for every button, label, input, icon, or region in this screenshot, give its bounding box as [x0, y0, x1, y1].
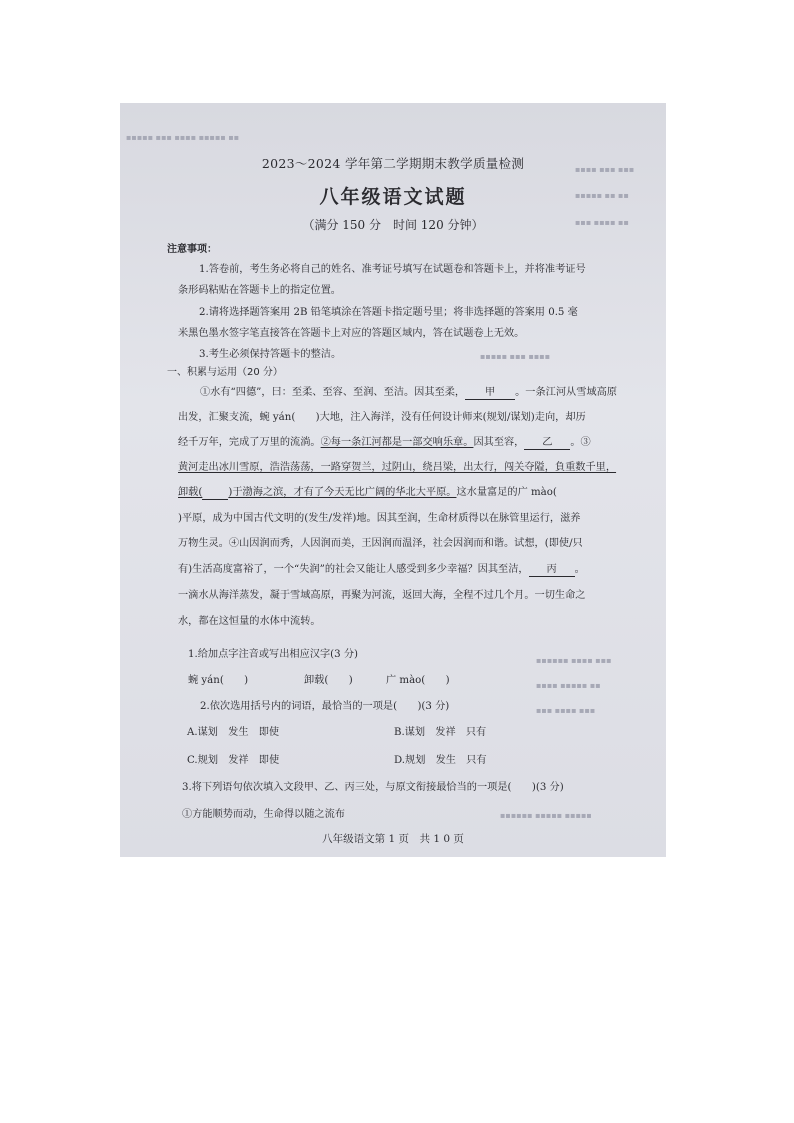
notice-line: 2.请将选择题答案用 2B 铅笔填涂在答题卡指定题号里；将非选择题的答案用 0.5 毫 [199, 307, 578, 318]
passage-line-9: 一滴水从海洋蒸发，凝于雪域高原，再聚为河流，返回大海，全程不过几个月。一切生命之 [178, 590, 586, 601]
bleed-through-text: ▪▪▪ ▪▪▪▪ ▪▪▪ [536, 706, 596, 715]
bleed-through-text: ▪▪▪▪▪▪ ▪▪▪▪▪ ▪▪▪▪▪ [500, 811, 592, 820]
bleed-through-text: ▪▪▪▪▪ ▪▪▪ ▪▪▪▪ [480, 352, 551, 361]
bleed-through-text: ▪▪▪▪ ▪▪▪ ▪▪▪ [575, 165, 635, 174]
page-footer: 八年级语文第 1 页 共 1 0 页 [322, 833, 464, 845]
passage-text: 。 [574, 564, 585, 575]
bleed-through-text: ▪▪▪▪▪ ▪▪ ▪▪ [575, 191, 629, 200]
notice-line: 米黑色墨水签字笔直接答在答题卡上对应的答题区域内，答在试题卷上无效。 [178, 328, 525, 339]
passage-line-3 [178, 436, 591, 450]
exam-page-photo [120, 103, 666, 857]
notice-line: 1.答卷前，考生务必将自己的姓名、准考证号填写在试题卷和答题卡上，并将准考证号 [199, 264, 586, 275]
underlined-sentence: 黄河走出冰川雪原，浩浩荡荡，一路穿贺兰，过阴山，绕吕梁，出太行，闯关夺隘，負重数千里， [178, 462, 617, 473]
section-heading: 一、积累与运用（20 分） [167, 367, 283, 378]
question-2-option-c: C.规划 发祥 即使 [187, 755, 280, 766]
underlined-sentence: )于渤海之滨，才有了今天无比广阔的华北大平原。 [228, 487, 457, 498]
bleed-through-text: ▪▪▪▪ ▪▪▪▪▪ ▪▪ [536, 681, 601, 690]
question-1: 1.给加点字注音或写出相应汉字(3 分) [188, 649, 359, 660]
underlined-sentence: ②每一条江河都是一部交响乐章。 [320, 437, 474, 448]
notice-heading: 注意事项： [167, 244, 217, 255]
score-time-line: （满分 150 分 时间 120 分钟） [302, 218, 484, 232]
passage-line-2: 出发，汇聚支流，蜿 yán( )大地，注入海洋，没有任何设计师来(规划/谋划)走向，却历 [178, 412, 586, 423]
notice-line: 3.考生必须保持答题卡的整洁。 [199, 349, 342, 360]
passage-text: 。③ [570, 437, 591, 448]
blank-jia: 甲 [465, 386, 515, 400]
passage-text: 这水量富足的广 mào( [456, 487, 557, 498]
blank-field [202, 486, 228, 500]
question-3: 3.将下列语句依次填入文段甲、乙、丙三处，与原文衔接最恰当的一项是( )(3 分) [182, 782, 564, 793]
blank-yi: 乙 [524, 436, 570, 450]
passage-line-6: )平原，成为中国古代文明的(发生/发祥)地。因其至润，生命材质得以在脉管里运行，滋养 [178, 513, 581, 524]
passage-line-5 [178, 486, 557, 500]
passage-line-1 [200, 386, 617, 400]
exam-title: 八年级语文试题 [319, 186, 467, 208]
bleed-through-text: ▪▪▪ ▪▪▪▪ ▪▪ [575, 218, 629, 227]
passage-text: ①水有“四德”，曰：至柔、至容、至润、至洁。因其至柔， [200, 387, 466, 398]
passage-text: 经千万年，完成了万里的流淌。 [178, 437, 321, 448]
passage-line-8 [178, 563, 585, 577]
question-3-item: ①方能顺势而动，生命得以随之流布 [182, 809, 345, 820]
passage-line-4 [178, 461, 616, 474]
passage-text: 因其至容， [473, 437, 525, 448]
bleed-through-text: ▪▪▪▪▪▪ ▪▪▪▪ ▪▪▪ [536, 656, 612, 665]
question-1-item: 广 mào( ) [386, 675, 450, 686]
underlined-sentence: 卸载( [178, 487, 203, 498]
exam-subtitle: 2023～2024 学年第二学期期末教学质量检测 [261, 156, 525, 171]
question-1-item: 卸载( ) [304, 675, 353, 686]
passage-line-10: 水，都在这恒量的水体中流转。 [178, 616, 321, 627]
question-2: 2.依次选用括号内的词语，最恰当的一项是( )(3 分) [200, 701, 450, 712]
question-2-option-b: B.谋划 发祥 只有 [394, 727, 487, 738]
passage-text: 。一条江河从雪域高原 [515, 387, 617, 398]
blank-bing: 丙 [529, 563, 575, 577]
question-2-option-a: A.谋划 发生 即使 [187, 727, 280, 738]
passage-line-7: 万物生灵。④山因润而秀，人因润而美，王因润而温泽，社会因润而和谐。试想，(即使/只 [178, 538, 583, 549]
question-1-item: 蜿 yán( ) [188, 675, 249, 686]
notice-line: 条形码粘贴在答题卡上的指定位置。 [178, 285, 341, 296]
question-2-option-d: D.规划 发生 只有 [394, 755, 487, 766]
passage-text: 有)生活高度富裕了，一个“失润”的社会又能让人感受到多少幸福？因其至洁， [178, 564, 529, 575]
bleed-through-text: ▪▪▪▪▪ ▪▪▪ ▪▪▪▪ ▪▪▪▪▪ ▪▪ [126, 133, 240, 142]
